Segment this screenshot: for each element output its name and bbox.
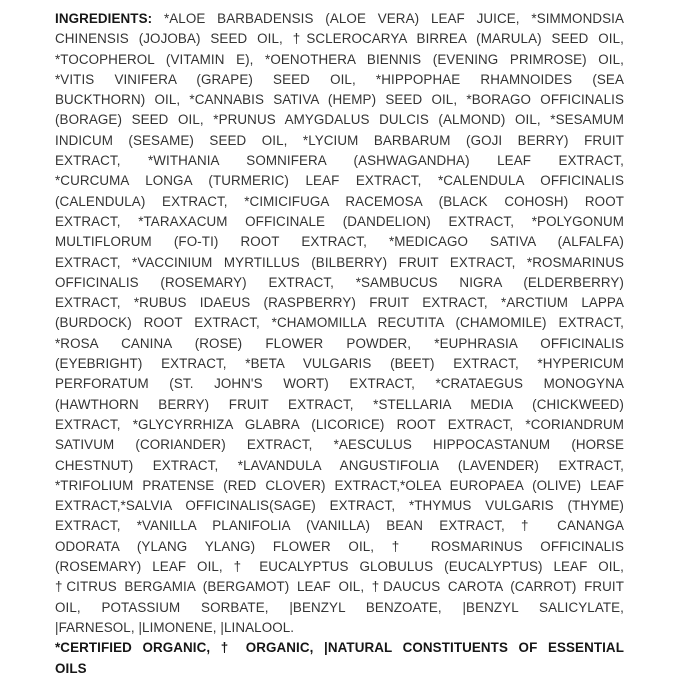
ingredients-line: (CALENDULA) EXTRACT, *CIMICIFUGA RACEMOSA (BLACK COHOSH) ROOT [55, 193, 624, 209]
ingredients-line: EXTRACT, *VANILLA PLANIFOLIA (VANILLA) BEAN EXTRACT, † CANANGA [55, 518, 624, 534]
ingredients-line: BUCKTHORN) OIL, *CANNABIS SATIVA (HEMP) SEED OIL, *BORAGO OFFICINALIS [55, 92, 624, 108]
ingredients-line: EXTRACT,*SALVIA OFFICINALIS(SAGE) EXTRACT, *THYMUS VULGARIS (THYME) [55, 498, 624, 514]
ingredients-line-text: *ALOE BARBADENSIS (ALOE VERA) LEAF JUICE, *SIMMONDSIA [163, 11, 624, 26]
ingredients-line: (EYEBRIGHT) EXTRACT, *BETA VULGARIS (BEET) EXTRACT, *HYPERICUM [55, 356, 624, 372]
ingredients-line: SATIVUM (CORIANDER) EXTRACT, *AESCULUS HIPPOCASTANUM (HORSE [55, 437, 624, 453]
footnote-line: OILS [55, 660, 87, 676]
ingredients-line: *TOCOPHEROL (VITAMIN E), *OENOTHERA BIENNIS (EVENING PRIMROSE) OIL, [55, 51, 624, 67]
ingredients-line: EXTRACT, *RUBUS IDAEUS (RASPBERRY) FRUIT EXTRACT, *ARCTIUM LAPPA [55, 295, 624, 311]
ingredients-line: OFFICINALIS (ROSEMARY) EXTRACT, *SAMBUCUS NIGRA (ELDERBERRY) [55, 274, 624, 290]
ingredients-line: (BORAGE) SEED OIL, *PRUNUS AMYGDALUS DULCIS (ALMOND) OIL, *SESAMUM [55, 112, 624, 128]
ingredients-line [55, 9, 624, 29]
ingredients-line: *VITIS VINIFERA (GRAPE) SEED OIL, *HIPPOPHAE RHAMNOIDES (SEA [55, 71, 624, 87]
ingredients-line: MULTIFLORUM (FO-TI) ROOT EXTRACT, *MEDICAGO SATIVA (ALFALFA) [55, 234, 624, 250]
ingredients-label [55, 9, 624, 679]
ingredients-line: OIL, POTASSIUM SORBATE, |BENZYL BENZOATE, |BENZYL SALICYLATE, [55, 599, 624, 615]
ingredients-line: †CITRUS BERGAMIA (BERGAMOT) LEAF OIL, †DAUCUS CAROTA (CARROT) FRUIT [55, 579, 624, 595]
ingredients-line: *CURCUMA LONGA (TURMERIC) LEAF EXTRACT, *CALENDULA OFFICINALIS [55, 173, 624, 189]
ingredients-line: *TRIFOLIUM PRATENSE (RED CLOVER) EXTRACT,*OLEA EUROPAEA (OLIVE) LEAF [55, 477, 624, 493]
ingredients-line: EXTRACT, *TARAXACUM OFFICINALE (DANDELION) EXTRACT, *POLYGONUM [55, 213, 624, 229]
ingredients-line: EXTRACT, *WITHANIA SOMNIFERA (ASHWAGANDHA) LEAF EXTRACT, [55, 153, 624, 169]
footnote-line: *CERTIFIED ORGANIC, † ORGANIC, |NATURAL CONSTITUENTS OF ESSENTIAL [55, 640, 624, 656]
ingredients-line: INDICUM (SESAME) SEED OIL, *LYCIUM BARBARUM (GOJI BERRY) FRUIT [55, 132, 624, 148]
ingredients-line: |FARNESOL, |LIMONENE, |LINALOOL. [55, 619, 295, 635]
ingredients-line: ODORATA (YLANG YLANG) FLOWER OIL, † ROSMARINUS OFFICINALIS [55, 538, 624, 554]
ingredients-heading: INGREDIENTS: [55, 11, 153, 26]
ingredients-line: (ROSEMARY) LEAF OIL, † EUCALYPTUS GLOBULUS (EUCALYPTUS) LEAF OIL, [55, 559, 624, 575]
ingredients-line: EXTRACT, *VACCINIUM MYRTILLUS (BILBERRY) FRUIT EXTRACT, *ROSMARINUS [55, 254, 624, 270]
ingredients-line: *ROSA CANINA (ROSE) FLOWER POWDER, *EUPHRASIA OFFICINALIS [55, 335, 624, 351]
ingredients-line: CHINENSIS (JOJOBA) SEED OIL, †SCLEROCARYA BIRREA (MARULA) SEED OIL, [55, 31, 624, 47]
ingredients-line: (BURDOCK) ROOT EXTRACT, *CHAMOMILLA RECUTITA (CHAMOMILE) EXTRACT, [55, 315, 624, 331]
ingredients-line: PERFORATUM (ST. JOHN'S WORT) EXTRACT, *CRATAEGUS MONOGYNA [55, 376, 624, 392]
ingredients-line: (HAWTHORN BERRY) FRUIT EXTRACT, *STELLARIA MEDIA (CHICKWEED) [55, 396, 624, 412]
ingredients-line: EXTRACT, *GLYCYRRHIZA GLABRA (LICORICE) ROOT EXTRACT, *CORIANDRUM [55, 416, 624, 432]
ingredients-line: CHESTNUT) EXTRACT, *LAVANDULA ANGUSTIFOLIA (LAVENDER) EXTRACT, [55, 457, 624, 473]
